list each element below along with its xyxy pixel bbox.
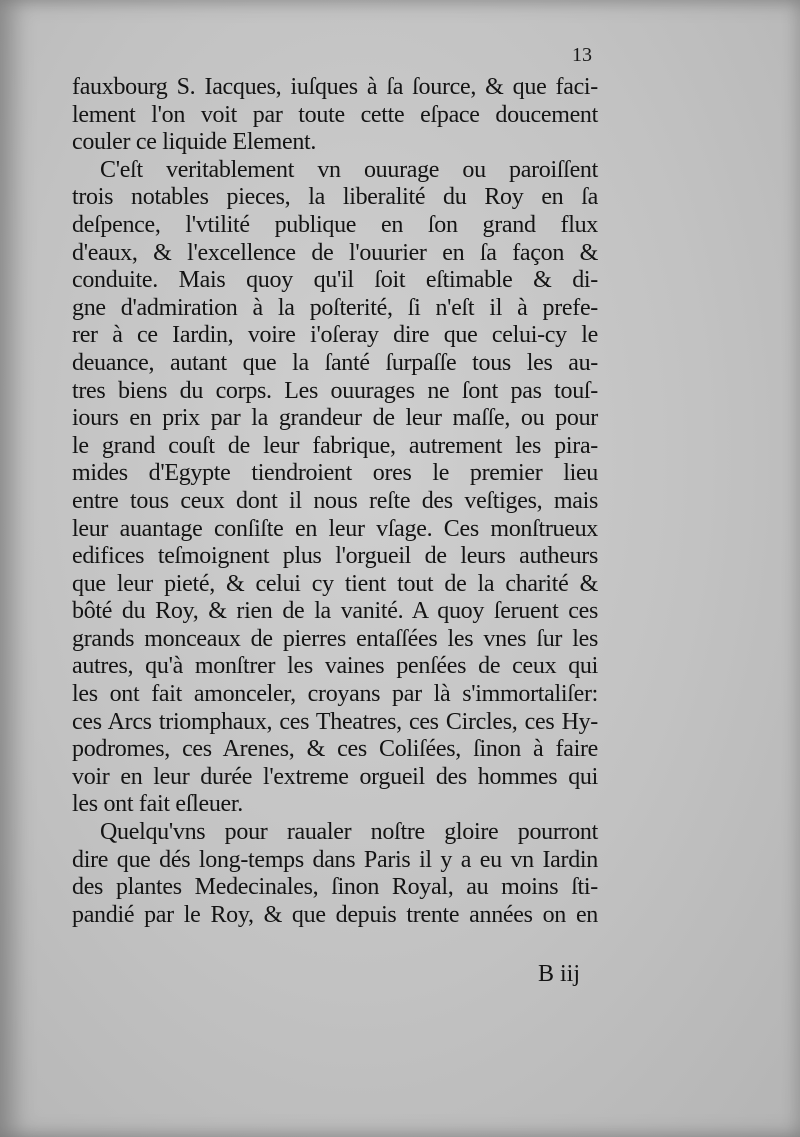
text-line: les ont fait eſleuer. bbox=[72, 791, 243, 818]
page-number: 13 bbox=[572, 44, 592, 66]
text-line: ces Arcs triomphaux, ces Theatres, ces Circles, ces Hy- bbox=[72, 708, 598, 735]
paragraph-start-line: Quelqu'vns pour raualer noſtre gloire pourront bbox=[100, 819, 598, 846]
text-line: d'eaux, & l'excellence de l'ouurier en ſa façon & bbox=[72, 239, 598, 266]
text-line: rer à ce Iardin, voire i'oſeray dire que celui-cy le bbox=[72, 322, 598, 349]
text-line: iours en prix par la grandeur de leur maſſe, ou pour bbox=[72, 405, 598, 432]
text-line: le grand couſt de leur fabrique, autrement les pira- bbox=[72, 432, 598, 459]
text-line: lement l'on voit par toute cette eſpace doucement bbox=[72, 101, 598, 128]
text-line: des plantes Medecinales, ſinon Royal, au moins ſti- bbox=[72, 874, 598, 901]
text-line: edifices teſmoignent plus l'orgueil de leurs autheurs bbox=[72, 543, 598, 570]
text-line: pandié par le Roy, & que depuis trente années on en bbox=[72, 901, 598, 928]
text-line: bôté du Roy, & rien de la vanité. A quoy ſeruent ces bbox=[72, 598, 598, 625]
text-line: tres biens du corps. Les ouurages ne ſont pas touſ- bbox=[72, 377, 598, 404]
signature-mark: B iij bbox=[538, 961, 581, 987]
text-line: grands monceaux de pierres entaſſées les vnes ſur les bbox=[72, 625, 598, 652]
text-line: les ont fait amonceler, croyans par là s'immortaliſer: bbox=[72, 681, 598, 708]
body-text bbox=[72, 74, 598, 929]
text-line: gne d'admiration à la poſterité, ſi n'eſt il à prefe- bbox=[72, 294, 598, 321]
text-line: conduite. Mais quoy qu'il ſoit eſtimable & di- bbox=[72, 267, 598, 294]
text-line: leur auantage conſiſte en leur vſage. Ces monſtrueux bbox=[72, 515, 598, 542]
text-line: couler ce liquide Element. bbox=[72, 129, 317, 156]
text-line: dire que dés long-temps dans Paris il y a eu vn Iardin bbox=[72, 846, 598, 873]
text-line: mides d'Egypte tiendroient ores le premier lieu bbox=[72, 460, 598, 487]
paragraph-start-line: C'eſt veritablement vn ouurage ou paroiſſent bbox=[100, 156, 598, 183]
text-line: autres, qu'à monſtrer les vaines penſées de ceux qui bbox=[72, 653, 598, 680]
text-line: deſpence, l'vtilité publique en ſon grand flux bbox=[72, 211, 598, 238]
text-line: trois notables pieces, la liberalité du Roy en ſa bbox=[72, 184, 598, 211]
text-line: entre tous ceux dont il nous reſte des veſtiges, mais bbox=[72, 487, 598, 514]
text-line: podromes, ces Arenes, & ces Coliſées, ſinon à faire bbox=[72, 736, 598, 763]
text-line: deuance, autant que la ſanté ſurpaſſe tous les au- bbox=[72, 349, 598, 376]
text-line: que leur pieté, & celui cy tient tout de la charité & bbox=[72, 570, 598, 597]
text-line: voir en leur durée l'extreme orgueil des hommes qui bbox=[72, 763, 598, 790]
text-line: fauxbourg S. Iacques, iuſques à ſa ſource, & que faci- bbox=[72, 74, 598, 100]
